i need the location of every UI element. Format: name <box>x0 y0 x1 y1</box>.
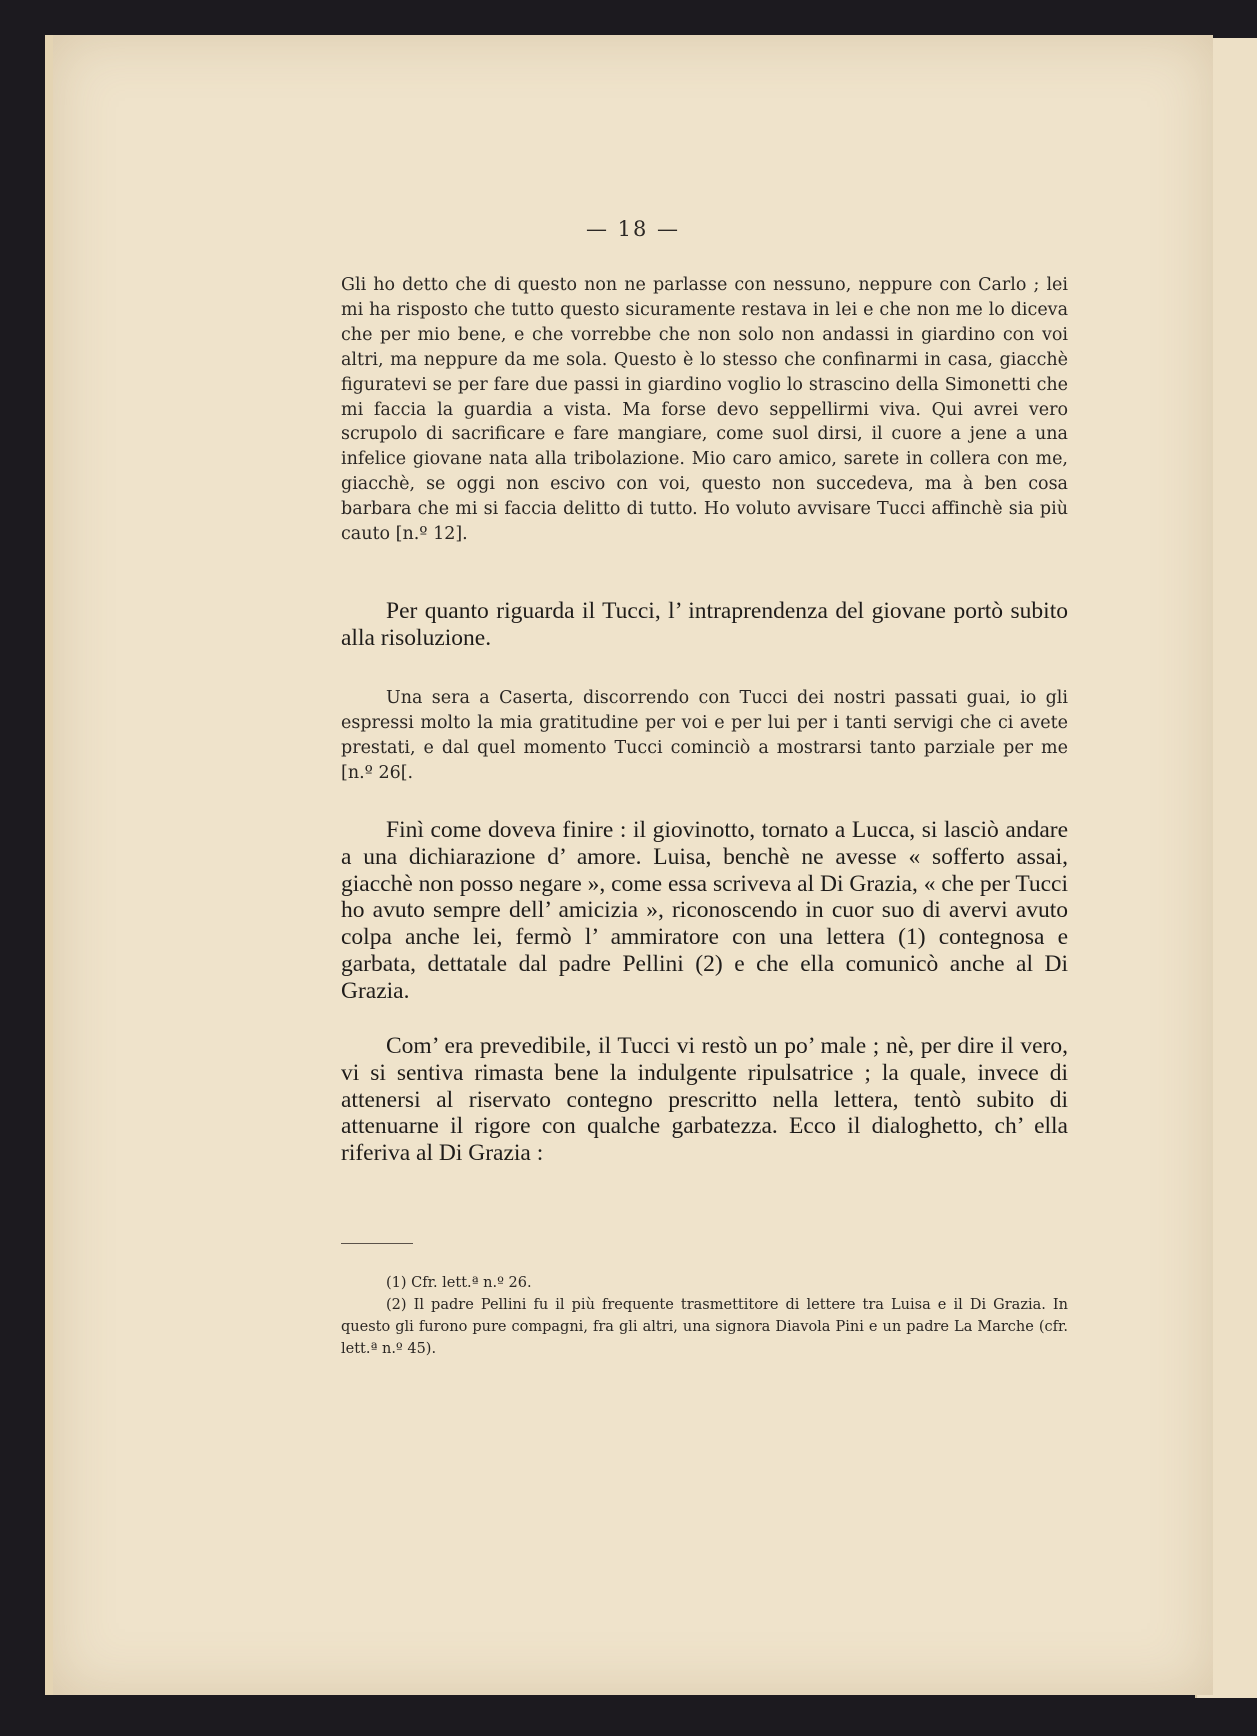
quote-block-1 <box>341 273 1068 547</box>
body-paragraph: Com’ era prevedibile, il Tucci vi restò un po’ male ; nè, per dire il vero, vi si sentiva rimasta bene la indulgente ripulsatrice ; la quale, invece di attenersi al riservato contegno prescritto nella lettera, tentò subito di attenuarne il rigore con qualche garbatezza. Ecco il dialoghetto, ch’ ella riferiva al Di Grazia : <box>341 1033 1068 1167</box>
paragraph-block-1 <box>341 598 1068 652</box>
quote-text: Una sera a Caserta, discorrendo con Tucci dei nostri passati guai, io gli espressi molto la mia gratitudine per voi e per lui per i tanti servigi che ci avete prestati, e dal quel momento Tucci cominciò a mostrarsi tanto parziale per me [n.º 26[. <box>341 688 1068 783</box>
footnotes <box>341 1272 1068 1360</box>
quote-text: Gli ho detto che di questo non ne parlasse con nessuno, neppure con Carlo ; lei mi ha risposto che tutto questo sicuramente restava in lei e che non me lo diceva che per mio bene, e che vorrebbe che non solo non andassi in giardino con voi altri, ma neppure da me sola. Questo è lo stesso che confinarmi in casa, giacchè figuratevi se per fare due passi in giardino voglio lo strascino della Simonetti che mi faccia la guardia a vista. Ma forse devo seppellirmi viva. Qui avrei vero scrupolo di sacrificare e fare mangiare, come suol dirsi, il cuore a jene a una infelice giovane nata alla tribolazione. Mio caro amico, sarete in collera con me, giacchè, se oggi non escivo con voi, questo non succedeva, ma à ben cosa barbara che mi si faccia delitto di tutto. Ho voluto avvisare Tucci affinchè sia più cauto [n.º 12]. <box>341 275 1068 545</box>
page-number: — 18 — <box>585 217 681 241</box>
footnote-2: (2) Il padre Pellini fu il più frequente trasmettitore di lettere tra Luisa e il Di Grazia. In questo gli furono pure compagni, fra gli altri, una signora Diavola Pini e un padre La Marche (cfr. lett.ª n.º 45). <box>341 1297 1068 1357</box>
paragraph-block-3 <box>341 1033 1068 1167</box>
footnote-1: (1) Cfr. lett.ª n.º 26. <box>386 1275 532 1291</box>
quote-block-2 <box>341 686 1068 786</box>
body-paragraph: Finì come doveva finire : il giovinotto, tornato a Lucca, si lasciò andare a una dichiarazione d’ amore. Luisa, benchè ne avesse « sofferto assai, giacchè non posso negare », come essa scriveva al Di Grazia, « che per Tucci ho avuto sempre dell’ amicizia », riconoscendo in cuor suo di avervi avuto colpa anche lei, fermò l’ ammiratore con una lettera (1) contegnosa e garbata, dettatale dal padre Pellini (2) e che ella comunicò anche al Di Grazia. <box>341 817 1068 1004</box>
body-paragraph: Per quanto riguarda il Tucci, l’ intraprendenza del giovane portò subito alla risoluzione. <box>341 598 1068 651</box>
book-page <box>45 35 1213 1695</box>
paragraph-block-2 <box>341 817 1068 1005</box>
footnote-divider <box>341 1243 413 1244</box>
